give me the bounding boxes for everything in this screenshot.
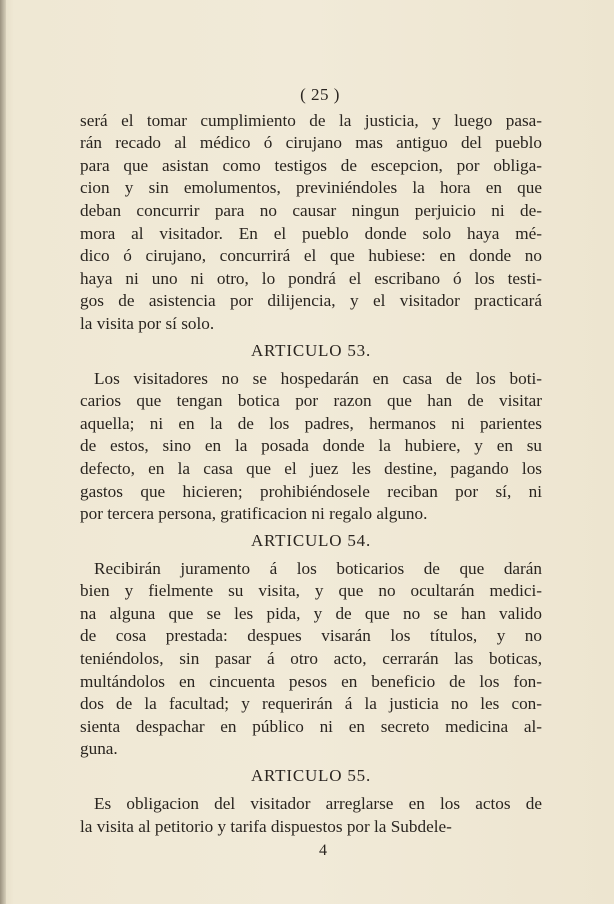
page-text — [80, 84, 542, 863]
text-line: Recibirán juramento á los boticarios de que darán — [94, 558, 542, 578]
text-line: gos de asistencia por dilijencia, y el visitador practicará — [80, 291, 542, 311]
text-line: de cosa prestada: despues visarán los títulos, y no — [80, 626, 542, 646]
text-line: Los visitadores no se hospedarán en casa de los boti- — [94, 368, 542, 388]
text-line: deban concurrir para no causar ningun perjuicio ni de- — [80, 200, 542, 220]
text-line: la visita por sí solo. — [80, 313, 215, 333]
text-line: dico ó cirujano, concurrirá el que hubiese: en donde no — [80, 246, 542, 266]
page-number: ( 25 ) — [300, 85, 340, 104]
paragraph — [80, 110, 542, 336]
paragraph — [80, 368, 542, 526]
text-line: haya ni uno ni otro, lo pondrá el escribano ó los testi- — [80, 268, 542, 288]
text-line: guna. — [80, 739, 118, 759]
paragraph — [80, 558, 542, 761]
text-line: cion y sin emolumentos, previniéndoles la hora en que — [80, 178, 542, 198]
text-line: teniéndolos, sin pasar á otro acto, cerrarán las boticas, — [80, 649, 542, 669]
text-line: multándolos en cincuenta pesos en beneficio de los fon- — [80, 671, 542, 691]
text-blocks — [80, 110, 542, 839]
text-line: aquella; ni en la de los padres, hermanos ni parientes — [80, 413, 542, 433]
text-line: por tercera persona, gratificacion ni regalo alguno. — [80, 504, 428, 524]
paragraph — [80, 793, 542, 838]
article-heading: ARTICULO 53. — [250, 340, 372, 360]
text-line: para que asistan como testigos de escepcion, por obliga- — [80, 155, 542, 175]
text-line: gastos que hicieren; prohibiéndosele reciban por sí, ni — [80, 481, 542, 501]
text-line: carios que tengan botica por razon que han de visitar — [80, 391, 542, 411]
text-line: Es obligacion del visitador arreglarse en los actos de — [94, 794, 542, 814]
text-line: na alguna que se les pida, y de que no se han valido — [80, 603, 542, 623]
text-line: sienta despachar en público ni en secreto medicina al- — [80, 716, 542, 736]
text-line: mora al visitador. En el pueblo donde solo haya mé- — [80, 223, 542, 243]
text-line: de estos, sino en la posada donde la hubiere, y en su — [80, 436, 542, 456]
article-heading: ARTICULO 55. — [250, 766, 372, 786]
text-line: será el tomar cumplimiento de la justicia, y luego pasa- — [80, 110, 542, 130]
text-line: rán recado al médico ó cirujano mas antiguo del pueblo — [80, 133, 542, 153]
text-line: la visita al petitorio y tarifa dispuestos por la Subdele- — [80, 816, 452, 836]
text-line: dos de la facultad; y requerirán á la justicia no les con- — [80, 694, 542, 714]
signature-mark: 4 — [319, 842, 327, 860]
text-line: defecto, en la casa que el juez les destine, pagando los — [80, 458, 542, 478]
article-heading: ARTICULO 54. — [250, 530, 372, 550]
text-line: bien y fielmente su visita, y que no ocultarán medici- — [80, 581, 542, 601]
page-gutter — [0, 0, 6, 904]
